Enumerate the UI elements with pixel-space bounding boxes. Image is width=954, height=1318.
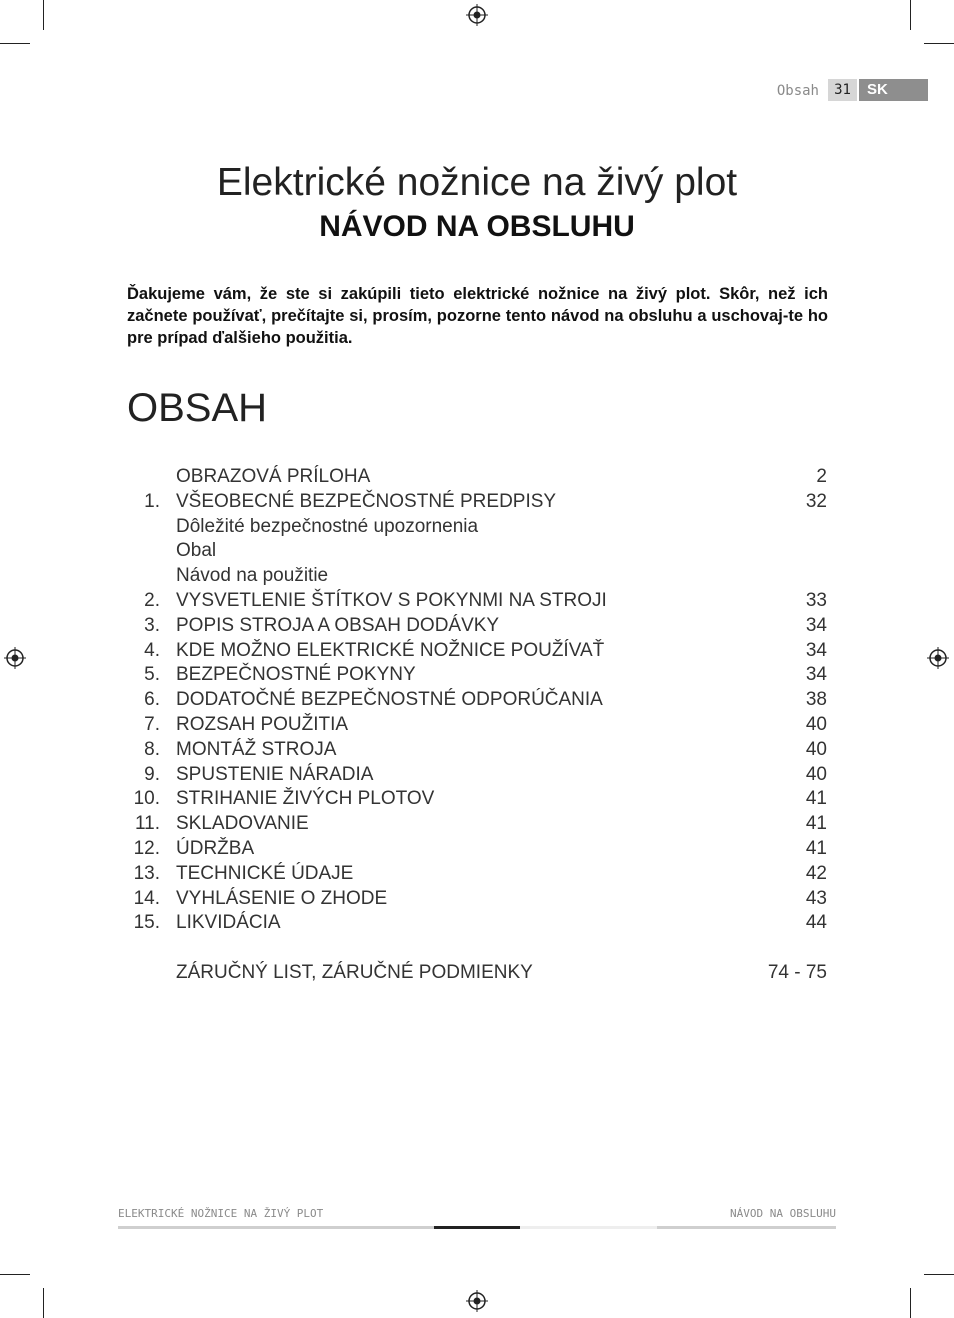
- document-subtitle: NÁVOD NA OBSLUHU: [319, 210, 635, 243]
- toc-entry-number: 6.: [144, 689, 160, 711]
- toc-entry-page: 34: [805, 614, 827, 636]
- toc-entry-page: 40: [805, 763, 827, 785]
- toc-entry[interactable]: [120, 887, 830, 912]
- toc-entry[interactable]: [120, 763, 830, 788]
- registration-mark-right-icon: [927, 647, 949, 669]
- toc-entry-title: BEZPEČNOSTNÉ POKYNY: [176, 664, 416, 686]
- toc-entry-page: 44: [805, 912, 827, 934]
- crop-mark-top-right-horizontal: [924, 43, 954, 44]
- toc-entry-title: Návod na použitie: [176, 565, 329, 587]
- toc-entry-number: 11.: [134, 813, 160, 835]
- toc-heading: OBSAH: [127, 386, 268, 430]
- document-title: Elektrické nožnice na živý plot: [216, 161, 738, 204]
- toc-entry-title: ROZSAH POUŽITIA: [176, 713, 349, 735]
- toc-entry-title: VŠEOBECNÉ BEZPEČNOSTNÉ PREDPISY: [176, 490, 557, 512]
- toc-entry-number: 12.: [133, 837, 160, 859]
- toc-entry-title: DODATOČNÉ BEZPEČNOSTNÉ ODPORÚČANIA: [176, 689, 603, 711]
- toc-entry-page: 43: [805, 887, 827, 909]
- toc-entry-page: 41: [805, 813, 827, 835]
- crop-mark-top-left-horizontal: [0, 43, 30, 44]
- toc-entry-title: SPUSTENIE NÁRADIA: [176, 763, 374, 785]
- registration-mark-left-icon: [4, 647, 26, 669]
- crop-mark-bottom-right-horizontal: [924, 1274, 954, 1275]
- toc-entry-page: 41: [805, 837, 827, 859]
- toc-entry[interactable]: [120, 465, 830, 490]
- toc-entry-number: 9.: [144, 763, 160, 785]
- toc-entry-page: 74 - 75: [767, 961, 827, 983]
- toc-entry-page: 33: [805, 589, 827, 611]
- crop-mark-bottom-right-vertical: [910, 1288, 911, 1318]
- toc-subentry[interactable]: [120, 539, 830, 564]
- footer-product-name: ELEKTRICKÉ NOŽNICE NA ŽIVÝ PLOT: [118, 1207, 324, 1220]
- toc-entry[interactable]: [120, 490, 830, 515]
- toc-entry-number: 5.: [144, 664, 160, 686]
- toc-entry[interactable]: [120, 812, 830, 837]
- footer-document-type: NÁVOD NA OBSLUHU: [730, 1207, 836, 1220]
- toc-entry-page: 32: [805, 490, 827, 512]
- toc-entry-page: 2: [816, 466, 827, 487]
- toc-entry-title: VYHLÁSENIE O ZHODE: [176, 887, 388, 909]
- toc-entry-number: 1.: [144, 490, 160, 512]
- crop-mark-bottom-left-vertical: [43, 1288, 44, 1318]
- toc-entry-title: ZÁRUČNÝ LIST, ZÁRUČNÉ PODMIENKY: [176, 961, 533, 983]
- toc-entry-page: 42: [805, 862, 827, 884]
- toc-entry-title: ÚDRŽBA: [176, 837, 255, 859]
- table-of-contents: [120, 465, 830, 986]
- toc-entry-title: Dôležité bezpečnostné upozornenia: [176, 515, 479, 537]
- toc-entry-page: 34: [805, 664, 827, 686]
- toc-entry-title: OBRAZOVÁ PRÍLOHA: [176, 466, 371, 487]
- toc-entry-page: 34: [805, 639, 827, 661]
- toc-entry-number: 13.: [133, 862, 160, 884]
- toc-entry[interactable]: [120, 911, 830, 936]
- toc-entry-page: 40: [805, 713, 827, 735]
- toc-entry-title: POPIS STROJA A OBSAH DODÁVKY: [176, 614, 500, 636]
- toc-entry-number: 4.: [144, 639, 160, 661]
- toc-entry[interactable]: [120, 639, 830, 664]
- toc-subentry[interactable]: [120, 564, 830, 589]
- toc-entry-title: STRIHANIE ŽIVÝCH PLOTOV: [176, 788, 435, 810]
- toc-entry-page: 41: [805, 788, 827, 810]
- toc-entry-page: 38: [805, 689, 827, 711]
- toc-entry-title: KDE MOŽNO ELEKTRICKÉ NOŽNICE POUŽÍVAŤ: [176, 639, 605, 661]
- toc-entry[interactable]: [120, 738, 830, 763]
- page-number: 31: [828, 79, 857, 101]
- toc-entry-title: LIKVIDÁCIA: [176, 912, 281, 934]
- crop-mark-bottom-left-horizontal: [0, 1274, 30, 1275]
- toc-entry-number: 8.: [144, 738, 160, 760]
- toc-entry-number: 3.: [144, 614, 160, 636]
- toc-entry-number: 7.: [144, 713, 160, 735]
- toc-entry-title: Obal: [176, 540, 217, 562]
- toc-entry[interactable]: [120, 837, 830, 862]
- footer-bar-segment: [657, 1226, 836, 1229]
- crop-mark-top-right-vertical: [910, 0, 911, 30]
- language-badge: SK: [859, 79, 928, 101]
- toc-entry-title: TECHNICKÉ ÚDAJE: [176, 862, 354, 884]
- toc-entry[interactable]: [120, 862, 830, 887]
- crop-mark-top-left-vertical: [43, 0, 44, 30]
- registration-mark-bottom-icon: [466, 1290, 488, 1312]
- toc-entry-number: 14.: [133, 887, 160, 909]
- toc-entry-warranty[interactable]: [120, 961, 830, 986]
- toc-subentry[interactable]: [120, 515, 830, 540]
- toc-entry-page: 40: [805, 738, 827, 760]
- toc-entry-title: SKLADOVANIE: [176, 813, 309, 835]
- toc-entry-number: 10.: [133, 788, 160, 810]
- footer-bar-segment: [434, 1226, 520, 1229]
- toc-entry[interactable]: [120, 614, 830, 639]
- toc-entry[interactable]: [120, 688, 830, 713]
- toc-entry-number: 2.: [144, 589, 160, 611]
- toc-entry[interactable]: [120, 713, 830, 738]
- toc-entry[interactable]: [120, 663, 830, 688]
- registration-mark-top-icon: [466, 4, 488, 26]
- toc-entry[interactable]: [120, 787, 830, 812]
- intro-paragraph: Ďakujeme vám, že ste si zakúpili tieto elektrické nožnice na živý plot. Skôr, než ich začnete používať, prečítajte si, prosím, pozorne tento návod na obsluhu a uschovaj-te ho pre prípad ďalšieho použitia.: [127, 285, 828, 347]
- toc-entry-title: VYSVETLENIE ŠTÍTKOV S POKYNMI NA STROJI: [176, 589, 607, 611]
- toc-entry-number: 15.: [133, 912, 160, 934]
- header-section-label: Obsah: [776, 83, 819, 99]
- toc-entry-title: MONTÁŽ STROJA: [176, 738, 337, 760]
- toc-entry[interactable]: [120, 589, 830, 614]
- footer-bar-segment: [118, 1226, 434, 1229]
- footer-bar-segment: [520, 1226, 657, 1229]
